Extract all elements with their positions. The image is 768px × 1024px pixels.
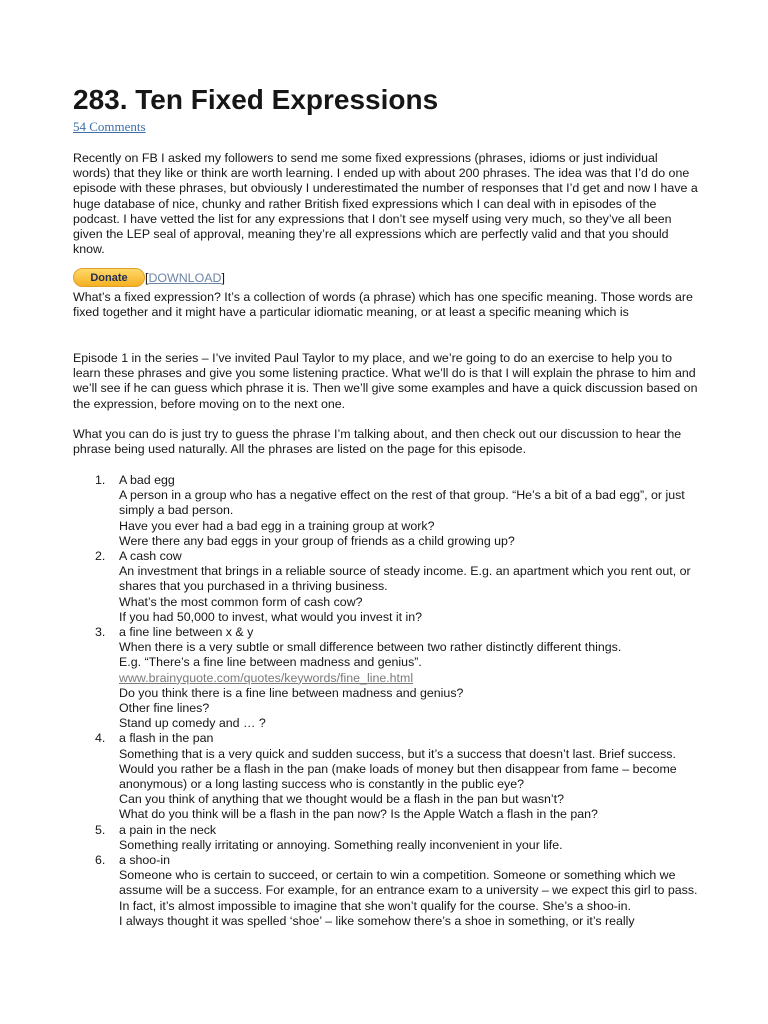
list-item <box>73 731 698 822</box>
list-item <box>73 823 698 853</box>
list-number: 5. <box>95 822 106 837</box>
phrase-heading: a fine line between x & y <box>119 625 254 640</box>
phrase-heading: A bad egg <box>119 473 175 487</box>
phrase-line: Stand up comedy and … ? <box>119 716 266 731</box>
list-item <box>73 625 698 731</box>
phrase-line: I always thought it was spelled ‘shoe’ – like somehow there’s a shoe in something, or it’s really <box>119 913 635 928</box>
post-title: 283. Ten Fixed Expressions <box>73 84 439 115</box>
phrase-line: Were there any bad eggs in your group of friends as a child growing up? <box>119 533 515 548</box>
phrase-line: What do you think will be a flash in the pan now? Is the Apple Watch a flash in the pan? <box>119 807 598 822</box>
download-wrapper <box>145 271 225 285</box>
comments-link[interactable]: 54 Comments <box>73 119 146 134</box>
intro-paragraph: Recently on FB I asked my followers to send me some fixed expressions (phrases, idioms or just individual words) that they like or think are worth learning. I ended up with about 200 phrases. The idea was that I’d do one episode with these phrases, but obviously I underestimated the number of responses that I’d get and now I have a huge database of nice, chunky and rather British fixed expressions which I can deal with in episodes of the podcast. I have vetted the list for any expressions that I don’t see myself using very much, so they’ve all been given the LEP seal of approval, meaning they’re all expressions which are perfectly valid and that you should know. <box>73 151 698 257</box>
phrase-line: A person in a group who has a negative effect on the rest of that group. “He’s a bit of a bad egg”, or just simply a bad person. <box>119 488 685 518</box>
list-number: 2. <box>95 549 106 564</box>
list-number: 1. <box>95 473 106 487</box>
phrase-line: An investment that brings in a reliable source of steady income. E.g. an apartment which you rent out, or shares that you purchased in a thriving business. <box>119 564 691 594</box>
phrase-line: E.g. “There’s a fine line between madness and genius”. <box>119 655 422 670</box>
phrase-line: Can you think of anything that we thought would be a flash in the pan but wasn’t? <box>119 792 564 807</box>
phrase-line: Something that is a very quick and sudden success, but it’s a success that doesn’t last. Brief success. <box>119 746 676 761</box>
list-number: 4. <box>95 731 106 746</box>
list-number: 6. <box>95 853 106 868</box>
phrase-heading: A cash cow <box>119 549 182 564</box>
phrase-line: If you had 50,000 to invest, what would you invest it in? <box>119 609 423 624</box>
phrase-line: Other fine lines? <box>119 701 210 716</box>
phrase-list <box>73 473 698 929</box>
donate-button[interactable]: Donate <box>73 268 145 287</box>
phrase-heading: a pain in the neck <box>119 822 217 837</box>
episode-paragraph: Episode 1 in the series – I’ve invited Paul Taylor to my place, and we’re going to do an exercise to help you to learn these phrases and give you some listening practice. What we’ll do is that I will explain the phrase to him and we’ll see if he can guess which phrase it is. Then we’ll give some examples and have a quick discussion based on the expression, before moving on to the next one. <box>73 351 698 411</box>
download-link[interactable]: DOWNLOAD <box>148 270 222 285</box>
phrase-heading: a flash in the pan <box>119 731 214 746</box>
donate-row <box>73 268 225 288</box>
phrase-line: When there is a very subtle or small difference between two rather distinctly different things. <box>119 640 622 655</box>
guess-paragraph: What you can do is just try to guess the phrase I’m talking about, and then check out our discussion to hear the phrase being used naturally. All the phrases are listed on the page for this episode. <box>73 427 682 457</box>
brainyquote-link[interactable]: www.brainyquote.com/quotes/keywords/fine_line.html <box>119 670 414 685</box>
download-bracket-close: ] <box>221 270 225 285</box>
phrase-heading: a shoo-in <box>119 853 170 868</box>
phrase-line: Would you rather be a flash in the pan (make loads of money but then disappear from fame – become anonymous) or a long lasting success who is constantly in the public eye? <box>119 761 677 792</box>
fixed-expression-paragraph: What’s a fixed expression? It’s a collection of words (a phrase) which has one specific meaning. Those words are fixed together and it might have a particular idiomatic meaning, or at least a specific meaning which is <box>73 290 693 320</box>
phrase-line: What’s the most common form of cash cow? <box>119 594 363 609</box>
download-bracket-open: [ <box>145 270 149 285</box>
list-item <box>73 549 698 625</box>
list-item <box>73 853 698 929</box>
phrase-line: Have you ever had a bad egg in a training group at work? <box>119 518 435 533</box>
phrase-line: Do you think there is a fine line between madness and genius? <box>119 685 464 700</box>
list-item <box>73 473 698 549</box>
list-number: 3. <box>95 625 106 640</box>
phrase-line: Someone who is certain to succeed, or certain to win a competition. Someone or something which we assume will be a success. For example, for an entrance exam to a university – we expect this girl to pass. In fact, it’s almost impossible to imagine that she won’t qualify for the course. She’s a shoo-in. <box>119 868 698 913</box>
phrase-line: Something really irritating or annoying. Something really inconvenient in your life. <box>119 837 563 852</box>
